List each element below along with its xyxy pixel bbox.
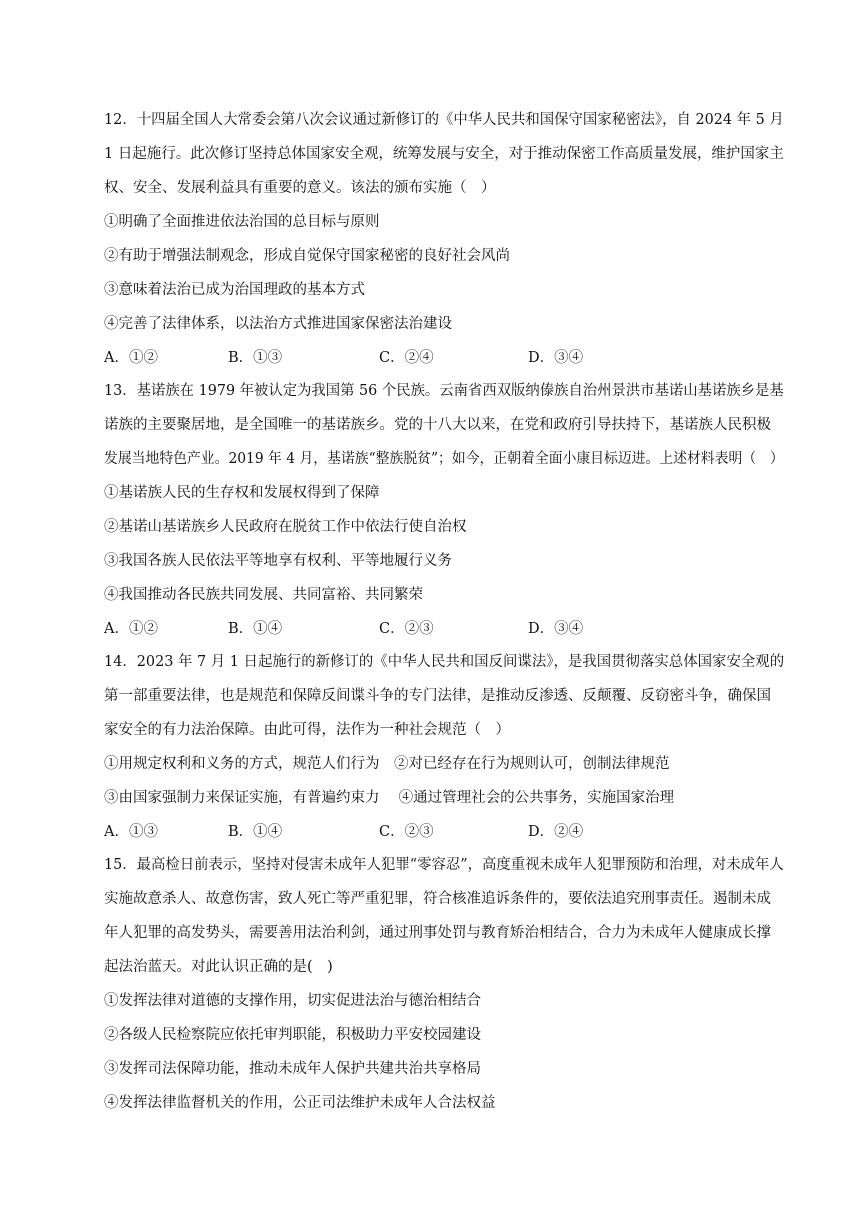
question-text-line: 14．2023 年 7 月 1 日起施行的新修订的《中华人民共和国反间谍法》，是我国贯彻落实总体国家安全观的 [104,654,785,670]
option-c[interactable]: C．②④ [379,350,434,366]
question-text-line: 1 日起施行。此次修订坚持总体国家安全观，统筹发展与安全，对于推动保密工作高质量发展，维护国家主 [104,146,784,162]
statement-4: ④我国推动各民族共同发展、共同富裕、共同繁荣 [104,587,423,603]
question-text-line: 第一部重要法律，也是规范和保障反间谍斗争的专门法律，是推动反渗透、反颠覆、反窃密斗争，确保国 [104,688,771,704]
statement-1: ①基诺族人民的生存权和发展权得到了保障 [104,485,380,501]
statement-1: ①发挥法律对道德的支撑作用，切实促进法治与德治相结合 [104,993,481,1009]
option-b[interactable]: B．①④ [228,621,283,637]
option-c[interactable]: C．②③ [379,824,434,840]
option-d[interactable]: D．③④ [528,350,584,366]
statement-3: ③意味着法治已成为治国理政的基本方式 [104,282,365,298]
question-text-line: 12．十四届全国人大常委会第八次会议通过新修订的《中华人民共和国保守国家秘密法》，自 2024 年 5 月 [104,112,784,128]
options-row [104,348,804,368]
option-d[interactable]: D．③④ [528,621,584,637]
question-text-line: 诺族的主要聚居地，是全国唯一的基诺族乡。党的十八大以来，在党和政府引导扶持下，基诺族人民积极 [104,417,771,433]
options-row [104,822,804,842]
question-text-line: 实施故意杀人、故意伤害，致人死亡等严重犯罪，符合核准追诉条件的，要依法追究刑事责任。遏制未成 [104,891,771,907]
question-text-line: 年人犯罪的高发势头，需要善用法治利剑，通过刑事处罚与教育矫治相结合，合力为未成年人健康成长撑 [104,925,771,941]
option-b[interactable]: B．①④ [228,824,283,840]
statement-2: ②各级人民检察院应依托审判职能，积极助力平安校园建设 [104,1027,481,1043]
option-a[interactable]: A．①③ [104,824,158,840]
question-text-line: 家安全的有力法治保障。由此可得，法作为一种社会规范（ ） [104,722,510,738]
statement-3: ③我国各族人民依法平等地享有权利、平等地履行义务 [104,553,452,569]
option-c[interactable]: C．②③ [379,621,434,637]
question-text-line: 权、安全、发展利益具有重要的意义。该法的颁布实施（ ） [104,180,496,196]
statement-pair-1-2: ①用规定权利和义务的方式，规范人们行为 ②对已经存在行为规则认可，创制法律规范 [104,756,670,772]
option-a[interactable]: A．①② [104,350,158,366]
statement-pair-3-4: ③由国家强制力来保证实施，有普遍约束力 ④通过管理社会的公共事务，实施国家治理 [104,790,675,806]
statement-3: ③发挥司法保障功能，推动未成年人保护共建共治共享格局 [104,1061,481,1077]
statement-4: ④完善了法律体系，以法治方式推进国家保密法治建设 [104,316,452,332]
question-text-line: 13．基诺族在 1979 年被认定为我国第 56 个民族。云南省西双版纳傣族自治州景洪市基诺山基诺族乡是基 [104,383,784,399]
option-a[interactable]: A．①② [104,621,158,637]
question-text-line: 发展当地特色产业。2019 年 4 月，基诺族“整族脱贫”；如今，正朝着全面小康目标迈进。上述材料表明（ ） [104,451,784,467]
option-d[interactable]: D．②④ [528,824,584,840]
statement-1: ①明确了全面推进依法治国的总目标与原则 [104,214,380,230]
question-text-line: 起法治蓝天。对此认识正确的是( ) [104,959,333,975]
option-b[interactable]: B．①③ [228,350,283,366]
statement-4: ④发挥法律监督机关的作用，公正司法维护未成年人合法权益 [104,1095,496,1111]
options-row [104,619,804,639]
statement-2: ②基诺山基诺族乡人民政府在脱贫工作中依法行使自治权 [104,519,467,535]
statement-2: ②有助于增强法制观念，形成自觉保守国家秘密的良好社会风尚 [104,248,510,264]
question-text-line: 15．最高检日前表示，坚持对侵害未成年人犯罪“零容忍”，高度重视未成年人犯罪预防和治理，对未成年人 [104,857,784,873]
